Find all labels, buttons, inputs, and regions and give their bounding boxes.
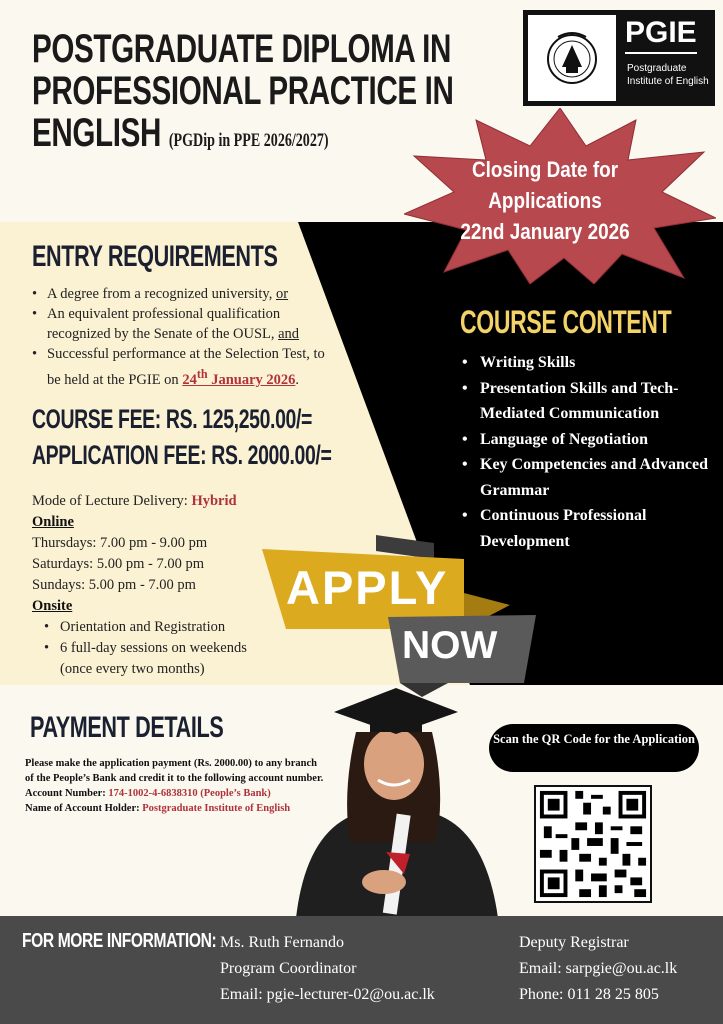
footer-label: FOR MORE INFORMATION: xyxy=(22,930,217,952)
onsite-list xyxy=(32,617,247,680)
online-label: Online xyxy=(32,514,74,530)
onsite-label: Onsite xyxy=(32,598,73,614)
application-fee: APPLICATION FEE: RS. 2000.00/= xyxy=(32,440,332,470)
account-number: 174-1002-4-6838310 (People’s Bank) xyxy=(108,788,271,799)
lecture-delivery xyxy=(32,491,247,680)
contact-name: Ms. Ruth Fernando xyxy=(220,934,344,951)
contact-role: Deputy Registrar xyxy=(519,934,629,951)
logo-subtitle: Postgraduate Institute of English xyxy=(627,63,709,87)
program-subtitle: (PGDip in PPE 2026/2027) xyxy=(168,130,329,151)
schedule-item: Sundays: 5.00 pm - 7.00 pm xyxy=(32,577,196,593)
mode-value: Hybrid xyxy=(191,493,237,509)
contact-coordinator xyxy=(220,930,435,1008)
schedule-item: Saturdays: 5.00 pm - 7.00 pm xyxy=(32,556,204,572)
course-fee: COURSE FEE: RS. 125,250.00/= xyxy=(32,404,313,434)
entry-requirements-list xyxy=(30,284,330,390)
schedule-item: Thursdays: 7.00 pm - 9.00 pm xyxy=(32,535,208,551)
crest-area xyxy=(528,15,616,101)
title-line-1: POSTGRADUATE DIPLOMA IN xyxy=(32,27,452,71)
list-item: • Presentation Skills and Tech-Mediated Communication xyxy=(460,376,722,427)
qr-code-icon[interactable] xyxy=(534,785,652,903)
list-item: • A degree from a recognized university, or xyxy=(30,284,330,304)
title-line-3: ENGLISH (PGDip in PPE 2026/2027) xyxy=(32,111,329,155)
logo-name: PGIE xyxy=(625,16,697,54)
closing-line-2: Applications xyxy=(488,188,602,213)
contact-email[interactable]: Email: sarpgie@ou.ac.lk xyxy=(519,960,678,977)
list-item: • Orientation and Registration xyxy=(32,617,247,638)
mode-line: Mode of Lecture Delivery: Hybrid xyxy=(32,493,237,509)
pgie-logo xyxy=(523,10,715,106)
now-label: NOW xyxy=(402,624,498,667)
title-line-2: PROFESSIONAL PRACTICE IN xyxy=(32,69,454,113)
closing-date: 22nd January 2026 xyxy=(460,219,630,244)
contact-role: Program Coordinator xyxy=(220,960,357,977)
closing-date-text xyxy=(420,154,670,247)
course-content-list xyxy=(460,350,722,554)
list-item: • Key Competencies and Advanced Grammar xyxy=(460,452,722,503)
page-title xyxy=(32,28,453,162)
apply-label: APPLY xyxy=(286,561,449,614)
closing-line-1: Closing Date for xyxy=(471,157,619,182)
list-item: • An equivalent professional qualification recognized by the Senate of the OUSL, and xyxy=(30,304,330,344)
list-item: • 6 full-day sessions on weekends (once every two months) xyxy=(32,638,247,680)
payment-details-heading: PAYMENT DETAILS xyxy=(30,711,224,744)
graduate-student-image xyxy=(286,682,506,918)
contact-phone[interactable]: Phone: 011 28 25 805 xyxy=(519,986,659,1003)
list-item: • Writing Skills xyxy=(460,350,722,376)
contact-email[interactable]: Email: pgie-lecturer-02@ou.ac.lk xyxy=(220,986,435,1003)
selection-test-date: 24th January 2026 xyxy=(182,367,296,388)
entry-requirements-heading: ENTRY REQUIREMENTS xyxy=(32,240,278,273)
qr-instruction-pill: Scan the QR Code for the Application xyxy=(489,724,699,772)
list-item: • Successful performance at the Selection Test, to be held at the PGIE on 24th January 2026. xyxy=(30,344,330,390)
list-item: • Continuous Professional Development xyxy=(460,503,722,554)
payment-instructions: Please make the application payment (Rs. 2000.00) to any branch of the People’s Bank and credit it to the following account number. xyxy=(25,758,324,784)
university-crest-icon xyxy=(528,15,616,101)
list-item: • Language of Negotiation xyxy=(460,427,722,453)
payment-details-body: Please make the application payment (Rs. 2000.00) to any branch of the People’s Bank and credit it to the following account number. Account Number: 174-1002-4-6838310 (People’s Bank) Name of Account Holder: Postgraduate Institute of English xyxy=(25,758,324,814)
account-holder: Postgraduate Institute of English xyxy=(142,803,291,814)
course-content-heading: COURSE CONTENT xyxy=(460,304,672,340)
contact-registrar xyxy=(519,930,677,1008)
